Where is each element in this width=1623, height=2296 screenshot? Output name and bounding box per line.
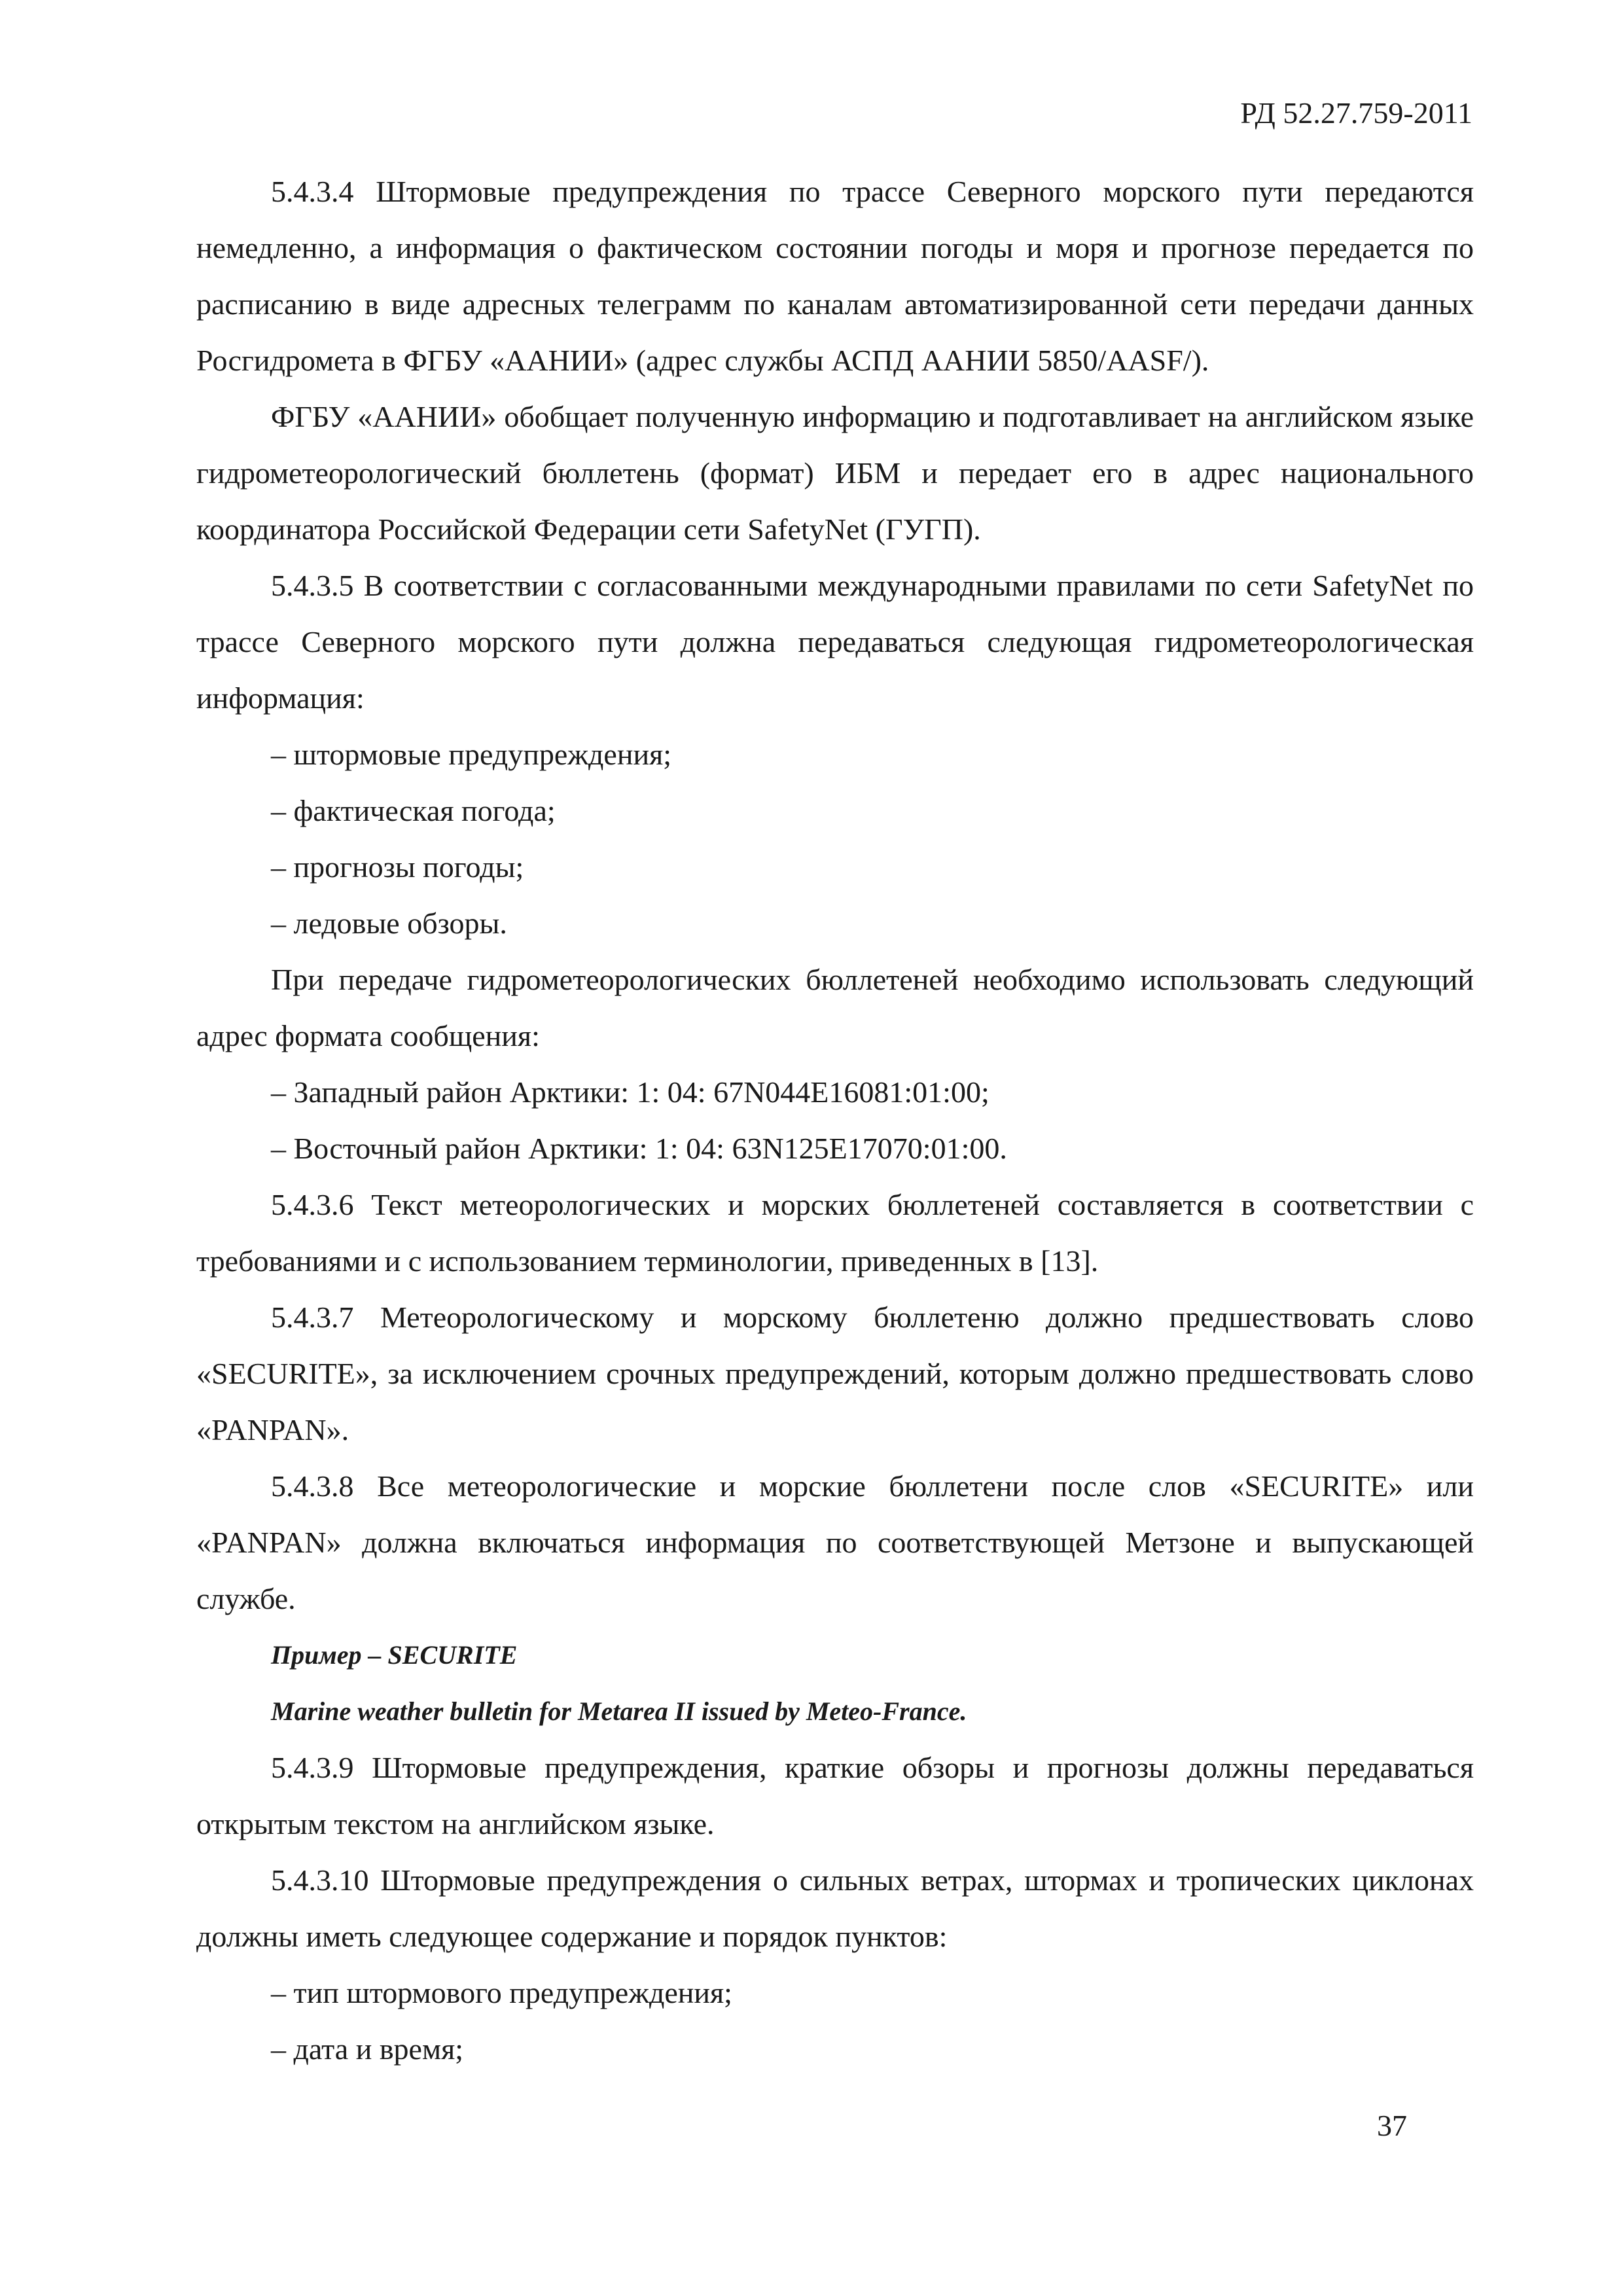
- paragraph-5-4-3-6: 5.4.3.6 Текст метеорологических и морских бюллетеней составляется в соответствии с требованиями и с использованием терминологии, приведенных в [13].: [196, 1188, 1474, 1278]
- list-item: – тип штормового предупреждения;: [271, 1976, 732, 2009]
- list-item: – Западный район Арктики: 1: 04: 67N044E16081:01:00;: [271, 1075, 990, 1109]
- list-item: – штормовые предупреждения;: [271, 738, 672, 771]
- document-code-header: РД 52.27.759-2011: [1240, 96, 1472, 130]
- list-item: – дата и время;: [271, 2032, 464, 2066]
- paragraph-address-format: При передаче гидрометеорологических бюллетеней необходимо использовать следующий адрес формата сообщения:: [196, 963, 1474, 1052]
- paragraph-5-4-3-5: 5.4.3.5 В соответствии с согласованными международными правилами по сети SafetyNet по трассе Северного морского пути должна передаваться следующая гидрометеорологическая информация:: [196, 569, 1474, 715]
- list-item: – прогнозы погоды;: [271, 850, 524, 884]
- list-item: – Восточный район Арктики: 1: 04: 63N125E17070:01:00.: [271, 1132, 1007, 1165]
- paragraph-5-4-3-8: 5.4.3.8 Все метеорологические и морские бюллетени после слов «SECURITE» или «PANPAN» должна включаться информация по соответствующей Метзоне и выпускающей службе.: [196, 1469, 1474, 1615]
- page-number: 37: [1377, 2109, 1407, 2142]
- paragraph-5-4-3-4: 5.4.3.4 Штормовые предупреждения по трассе Северного морского пути передаются немедленно, а информация о фактическом состоянии погоды и моря и прогнозе передается по расписанию в виде адресных телеграмм по каналам автоматизированной сети передачи данных Росгидромета в ФГБУ «ААНИИ» (адрес службы АСПД ААНИИ 5850/AASF/).: [196, 175, 1474, 377]
- example-label: Пример – SECURITE: [271, 1640, 518, 1670]
- paragraph-5-4-3-10: 5.4.3.10 Штормовые предупреждения о сильных ветрах, штормах и тропических циклонах должны иметь следующее содержание и порядок пунктов:: [196, 1863, 1474, 1953]
- paragraph-aanii: ФГБУ «ААНИИ» обобщает полученную информацию и подготавливает на английском языке гидрометеорологический бюллетень (формат) ИБМ и передает его в адрес национального координатора Российской Федерации сети SafetyNet (ГУГП).: [196, 400, 1474, 546]
- paragraph-5-4-3-9: 5.4.3.9 Штормовые предупреждения, краткие обзоры и прогнозы должны передаваться открытым текстом на английском языке.: [196, 1751, 1474, 1840]
- document-body: [196, 164, 1474, 2077]
- list-item: – фактическая погода;: [271, 794, 556, 827]
- example-text: Marine weather bulletin for Metarea II issued by Meteo-France.: [271, 1696, 967, 1726]
- paragraph-5-4-3-7: 5.4.3.7 Метеорологическому и морскому бюллетеню должно предшествовать слово «SECURITE», за исключением срочных предупреждений, которым должно предшествовать слово «PANPAN».: [196, 1300, 1474, 1446]
- list-item: – ледовые обзоры.: [271, 906, 507, 940]
